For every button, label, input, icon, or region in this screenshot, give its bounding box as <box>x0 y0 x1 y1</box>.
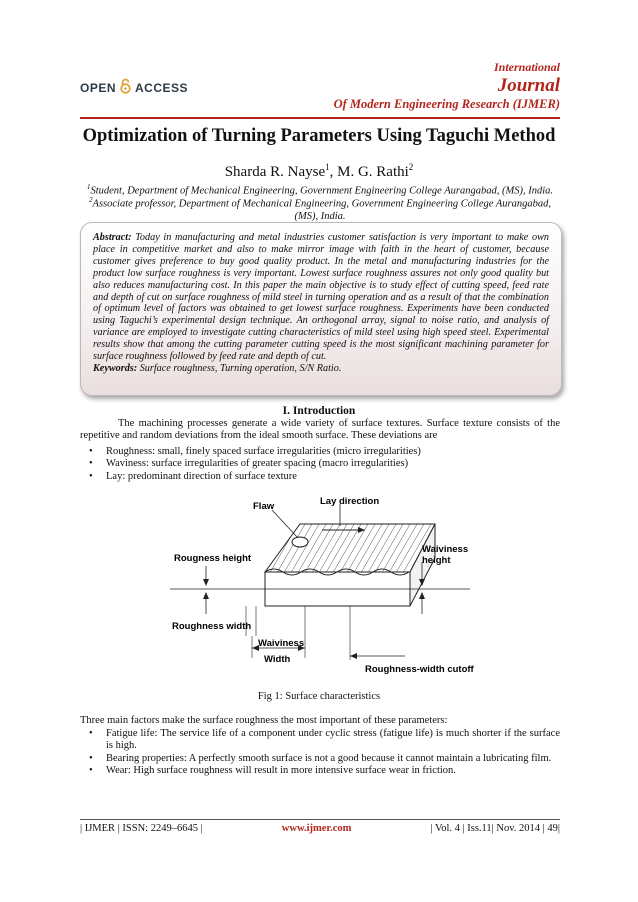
author-line <box>0 162 638 181</box>
list-item-text: Roughness: small, finely spaced surface irregularities (micro irregularities) <box>106 446 421 457</box>
author-2: M. G. Rathi <box>337 164 409 180</box>
affiliation-1-text: Student, Department of Mechanical Engineering, Government Engineering College Aurangabad, (MS), India. <box>90 185 554 197</box>
list-item <box>80 471 560 483</box>
open-lock-icon <box>120 78 131 97</box>
list-item <box>80 728 560 753</box>
section-heading-introduction: I. Introduction <box>282 405 356 417</box>
list-item-text: Waviness: surface irregularities of greater spacing (macro irregularities) <box>106 458 409 470</box>
keywords-line <box>93 363 549 375</box>
list-item <box>80 753 560 765</box>
keywords-text: Surface roughness, Turning operation, S/N Ratio. <box>137 362 342 374</box>
bullet-dot-icon: • <box>89 458 93 470</box>
journal-name <box>334 60 560 112</box>
affiliation-2-text: Associate professor, Department of Mechanical Engineering, Government Engineering College Aurangabad, (MS), India. <box>92 198 551 222</box>
affiliation-2 <box>80 194 560 223</box>
author-1: Sharda R. Nayse <box>224 164 326 180</box>
header-divider <box>80 117 560 119</box>
flaw-mark <box>292 537 308 547</box>
list-item <box>80 446 560 458</box>
footer-volume-page: | Vol. 4 | Iss.11| Nov. 2014 | 49| <box>430 823 560 834</box>
footer-divider <box>80 819 560 820</box>
journal-line-journal: Journal <box>497 75 560 96</box>
open-access-logo <box>80 78 188 97</box>
deviation-list <box>80 446 560 483</box>
list-item-text: Wear: High surface roughness will result in more intensive surface wear in friction. <box>106 764 456 776</box>
list-item <box>80 458 560 470</box>
abstract-text: Today in manufacturing and metal industries customer satisfaction is very important to make own place in competitive market and also to make mirror image with faith in the heart of customer, because customer gives preference to buy good quality product. In the metal and manufacturing industries for the product low surface roughness is very important. Lowest surface roughness assures not only good quality but also reduces manufacturing cost. In this paper the main objective is to study effect of cutting speed, feed rate and depth of cut on surface roughness of mild steel in turning operation and as a result of that the combination of optimum level of factors was obtained to get lowest surface roughness. Experiments have been conducted using Taguchi’s experimental design technique. An orthogonal array, signal to noise ratio, and analysis of variance are employed to investigate cutting characteristics of mild steel using high speed steel. Experimental results show that among the cutting parameter cutting speed is the most significant machining parameter for surface roughness followed by feed rate and depth of cut. <box>93 232 549 363</box>
list-item <box>80 765 560 777</box>
abstract-box <box>80 222 562 396</box>
journal-line-ijmer: Of Modern Engineering Research (IJMER) <box>333 97 560 111</box>
label-roughness-height: Rougness height <box>174 553 252 564</box>
author-2-sup: 2 <box>408 162 414 172</box>
list-item-text: Bearing properties: A perfectly smooth surface is not a good because it cannot maintain a lubricating film. <box>106 752 552 764</box>
intro-paragraph: The machining processes generate a wide variety of surface textures. Surface texture consists of the repetitive and random deviations from the ideal smooth surface. These deviations are <box>80 418 560 442</box>
figure-caption: Fig 1: Surface characteristics <box>257 691 381 702</box>
author-separator: , <box>329 164 338 180</box>
list-item-text: Fatigue life: The service life of a component under cyclic stress (fatigue life) is much shorter if the surface is high. <box>106 728 560 752</box>
specimen-top-surface <box>265 524 435 572</box>
bullet-dot-icon: • <box>89 752 93 764</box>
list-item-text: Lay: predominant direction of surface texture <box>106 470 297 482</box>
footer-issn: | IJMER | ISSN: 2249–6645 | <box>80 823 203 834</box>
affiliation-1-sup: 1 <box>86 183 91 191</box>
affiliation-2-sup: 2 <box>89 196 93 204</box>
label-waviness-width-1: Waiviness <box>258 638 305 649</box>
label-waviness-width-2: Width <box>264 654 291 665</box>
label-roughness-width-cutoff: Roughness-width cutoff <box>365 664 474 675</box>
factors-paragraph: Three main factors make the surface roughness the most important of these parameters: <box>80 715 448 726</box>
paper-title: Optimization of Turning Parameters Using Taguchi Method <box>82 126 556 146</box>
author-1-sup: 1 <box>325 162 330 172</box>
surface-characteristics-figure <box>160 496 480 682</box>
abstract-label: Abstract: <box>93 232 132 243</box>
bullet-dot-icon: • <box>89 470 93 482</box>
bullet-dot-icon: • <box>89 764 93 776</box>
label-lay-direction: Lay direction <box>320 496 380 507</box>
bullet-dot-icon: • <box>89 728 93 739</box>
label-waviness-height-2: height <box>422 555 451 566</box>
journal-line-international: International <box>493 60 560 74</box>
label-waviness-height-1: Waiviness <box>422 544 469 555</box>
label-roughness-width: Roughness width <box>172 621 252 632</box>
factors-list <box>80 728 560 777</box>
open-access-left: OPEN <box>80 80 117 95</box>
keywords-label: Keywords: <box>93 362 138 374</box>
footer-website-link[interactable]: www.ijmer.com <box>281 823 352 834</box>
label-flaw: Flaw <box>253 501 275 512</box>
abstract-paragraph <box>93 232 549 363</box>
open-access-right: ACCESS <box>135 80 189 95</box>
page-footer <box>80 823 560 834</box>
bullet-dot-icon: • <box>89 446 93 457</box>
